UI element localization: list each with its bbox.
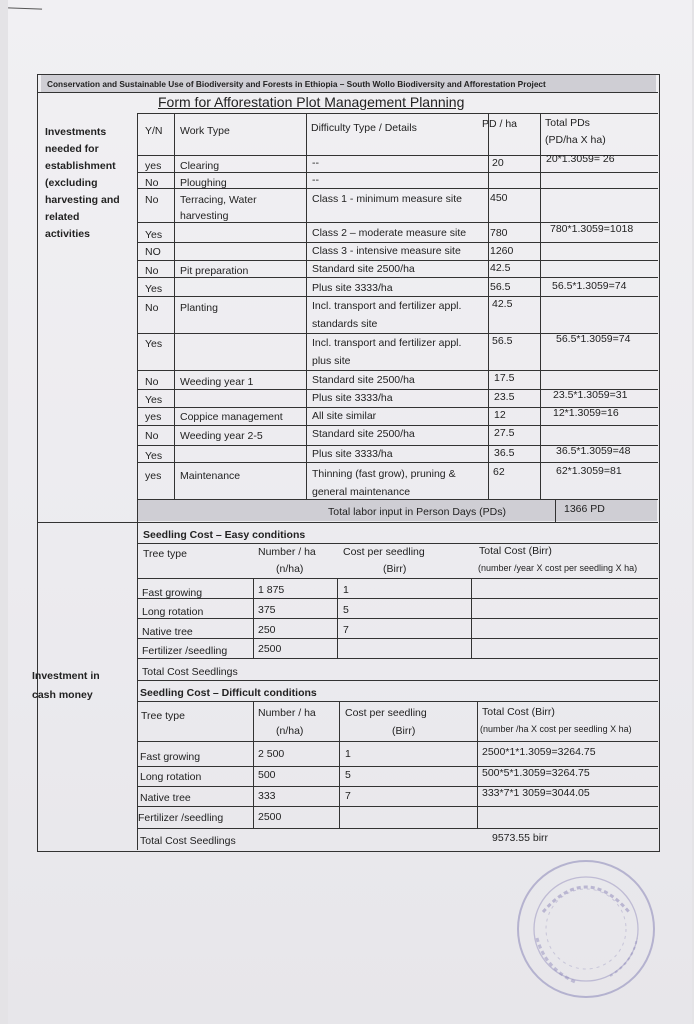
row-pd-ha: 42.5 (492, 298, 513, 310)
form-title: Form for Afforestation Plot Management Planning (158, 94, 465, 110)
easy-total-label: Total Cost Seedlings (142, 666, 238, 678)
difficult-header-total: Total Cost (Birr) (482, 706, 555, 718)
difficult-tree-type: Fertilizer /seedling (138, 812, 224, 824)
easy-cost: 5 (343, 604, 349, 616)
difficult-number: 500 (258, 769, 276, 781)
total-labor-value: 1366 PD (564, 503, 605, 515)
difficult-number: 2500 (258, 811, 282, 823)
row-yn: No (145, 376, 159, 388)
row-pd-ha: 56.5 (492, 335, 513, 347)
row-pd-ha: 450 (490, 192, 508, 204)
row-pd-ha: 780 (490, 227, 508, 239)
easy-header-total: Total Cost (Birr) (479, 545, 552, 557)
difficult-cost: 7 (345, 790, 351, 802)
row-total-pds: 12*1.3059=16 (553, 407, 619, 419)
row-yn: Yes (145, 450, 163, 462)
row-difficulty: Incl. transport and fertilizer appl. (312, 337, 462, 349)
easy-section-title: Seedling Cost – Easy conditions (143, 529, 306, 541)
row-difficulty: -- (312, 174, 319, 186)
row-pd-ha: 12 (494, 409, 506, 421)
form-table (37, 74, 660, 852)
investments-label-line: needed for (45, 143, 99, 155)
easy-number: 250 (258, 624, 276, 636)
row-yn: No (145, 302, 159, 314)
row-yn: yes (145, 411, 162, 423)
row-pd-ha: 42.5 (490, 262, 511, 274)
difficult-header-number-unit: (n/ha) (276, 725, 304, 737)
row-total-pds: 56.5*1.3059=74 (552, 280, 627, 292)
row-difficulty: Incl. transport and fertilizer appl. (312, 300, 462, 312)
row-difficulty: plus site (312, 355, 351, 367)
row-difficulty: Plus site 3333/ha (312, 392, 393, 404)
easy-tree-type: Fertilizer /seedling (142, 645, 228, 657)
easy-number: 1 875 (258, 584, 285, 596)
difficult-header-tree: Tree type (141, 710, 185, 722)
row-work-type: Terracing, Water (180, 194, 257, 206)
row-pd-ha: 56.5 (490, 281, 511, 293)
row-yn: Yes (145, 394, 163, 406)
row-work-type: Ploughing (180, 177, 227, 189)
easy-number: 375 (258, 604, 276, 616)
row-total-pds: 62*1.3059=81 (556, 465, 622, 477)
row-difficulty: Standard site 2500/ha (312, 374, 415, 386)
difficult-total: 333*7*1 3059=3044.05 (482, 787, 590, 799)
row-difficulty: Plus site 3333/ha (312, 448, 393, 460)
easy-header-cost-unit: (Birr) (383, 563, 407, 575)
row-difficulty: Standard site 2500/ha (312, 263, 415, 275)
row-work-type: Pit preparation (180, 265, 249, 277)
easy-tree-type: Fast growing (142, 587, 203, 599)
row-difficulty: Class 3 - intensive measure site (312, 245, 461, 257)
row-difficulty: standards site (312, 318, 378, 330)
row-yn: yes (145, 470, 162, 482)
easy-header-number: Number / ha (258, 546, 316, 558)
difficult-tree-type: Fast growing (140, 751, 201, 763)
row-difficulty: Thinning (fast grow), pruning & (312, 468, 456, 480)
row-work-type: Maintenance (180, 470, 241, 482)
col-header-total-pds: Total PDs (545, 117, 590, 129)
investments-label-line: (excluding (45, 177, 98, 189)
difficult-cost: 1 (345, 748, 351, 760)
investments-label-line: related (45, 211, 80, 223)
col-header-work-type: Work Type (180, 125, 230, 137)
easy-header-cost: Cost per seedling (343, 546, 425, 558)
row-yn: No (145, 430, 159, 442)
row-yn: yes (145, 160, 162, 172)
difficult-total: 500*5*1.3059=3264.75 (482, 767, 590, 779)
row-difficulty: Standard site 2500/ha (312, 428, 415, 440)
easy-tree-type: Native tree (142, 626, 193, 638)
easy-header-total-formula: (number /year X cost per seedling X ha) (478, 563, 638, 573)
row-work-type: Planting (180, 302, 218, 314)
row-pd-ha: 23.5 (494, 391, 515, 403)
easy-header-tree: Tree type (143, 548, 187, 560)
easy-cost: 7 (343, 624, 349, 636)
difficult-tree-type: Long rotation (140, 771, 202, 783)
difficult-header-cost-unit: (Birr) (392, 725, 416, 737)
difficult-total: 2500*1*1.3059=3264.75 (482, 746, 596, 758)
easy-number: 2500 (258, 643, 282, 655)
row-total-pds: 36.5*1.3059=48 (556, 445, 631, 457)
difficult-tree-type: Native tree (140, 792, 191, 804)
difficult-total-label: Total Cost Seedlings (140, 835, 236, 847)
row-total-pds: 56.5*1.3059=74 (556, 333, 631, 345)
row-work-type: Weeding year 2-5 (180, 430, 263, 442)
row-total-pds: 23.5*1.3059=31 (553, 389, 628, 401)
cash-label-line: Investment in (32, 670, 100, 682)
row-difficulty: Class 2 – moderate measure site (312, 227, 467, 239)
row-pd-ha: 62 (493, 466, 505, 478)
difficult-number: 333 (258, 790, 276, 802)
row-yn: No (145, 177, 159, 189)
col-header-difficulty: Difficulty Type / Details (311, 122, 417, 134)
row-yn: Yes (145, 229, 163, 241)
col-header-yn: Y/N (145, 125, 163, 137)
total-labor-label: Total labor input in Person Days (PDs) (328, 506, 506, 518)
difficult-cost: 5 (345, 769, 351, 781)
difficult-section-title: Seedling Cost – Difficult conditions (140, 687, 317, 699)
row-yn: No (145, 265, 159, 277)
investments-label-line: harvesting and (45, 194, 120, 206)
row-work-type: Weeding year 1 (180, 376, 254, 388)
row-pd-ha: 1260 (490, 245, 514, 257)
easy-cost: 1 (343, 584, 349, 596)
row-difficulty: All site similar (312, 410, 377, 422)
difficult-number: 2 500 (258, 748, 285, 760)
row-total-pds: 20*1.3059= 26 (546, 153, 615, 165)
cash-label-line: cash money (32, 689, 93, 701)
col-header-total-pds-formula: (PD/ha X ha) (545, 134, 606, 146)
row-pd-ha: 27.5 (494, 427, 515, 439)
project-title: Conservation and Sustainable Use of Biodiversity and Forests in Ethiopia – South Wollo Biodiversity and Afforestation Project (47, 79, 546, 89)
difficult-header-cost: Cost per seedling (345, 707, 427, 719)
easy-header-number-unit: (n/ha) (276, 563, 304, 575)
difficult-header-total-formula: (number /ha X cost per seedling X ha) (480, 724, 632, 734)
row-yn: Yes (145, 338, 163, 350)
row-work-type: Clearing (180, 160, 220, 172)
row-difficulty: general maintenance (312, 486, 411, 498)
row-work-type: harvesting (180, 210, 229, 222)
row-pd-ha: 36.5 (494, 447, 515, 459)
easy-tree-type: Long rotation (142, 606, 204, 618)
investments-label-line: Investments (45, 126, 107, 138)
investments-label-line: activities (45, 228, 90, 240)
row-difficulty: Plus site 3333/ha (312, 282, 393, 294)
row-yn: NO (145, 246, 161, 258)
row-difficulty: -- (312, 157, 319, 169)
difficult-total-value: 9573.55 birr (492, 832, 549, 844)
row-difficulty: Class 1 - minimum measure site (312, 193, 462, 205)
col-header-pd-ha: PD / ha (482, 118, 518, 130)
row-work-type: Coppice management (180, 411, 283, 423)
difficult-header-number: Number / ha (258, 707, 316, 719)
row-total-pds: 780*1.3059=1018 (550, 223, 634, 235)
row-pd-ha: 17.5 (494, 372, 515, 384)
official-stamp (515, 858, 657, 1000)
investments-label-line: establishment (45, 160, 116, 172)
row-yn: Yes (145, 283, 163, 295)
row-yn: No (145, 194, 159, 206)
row-pd-ha: 20 (492, 157, 504, 169)
